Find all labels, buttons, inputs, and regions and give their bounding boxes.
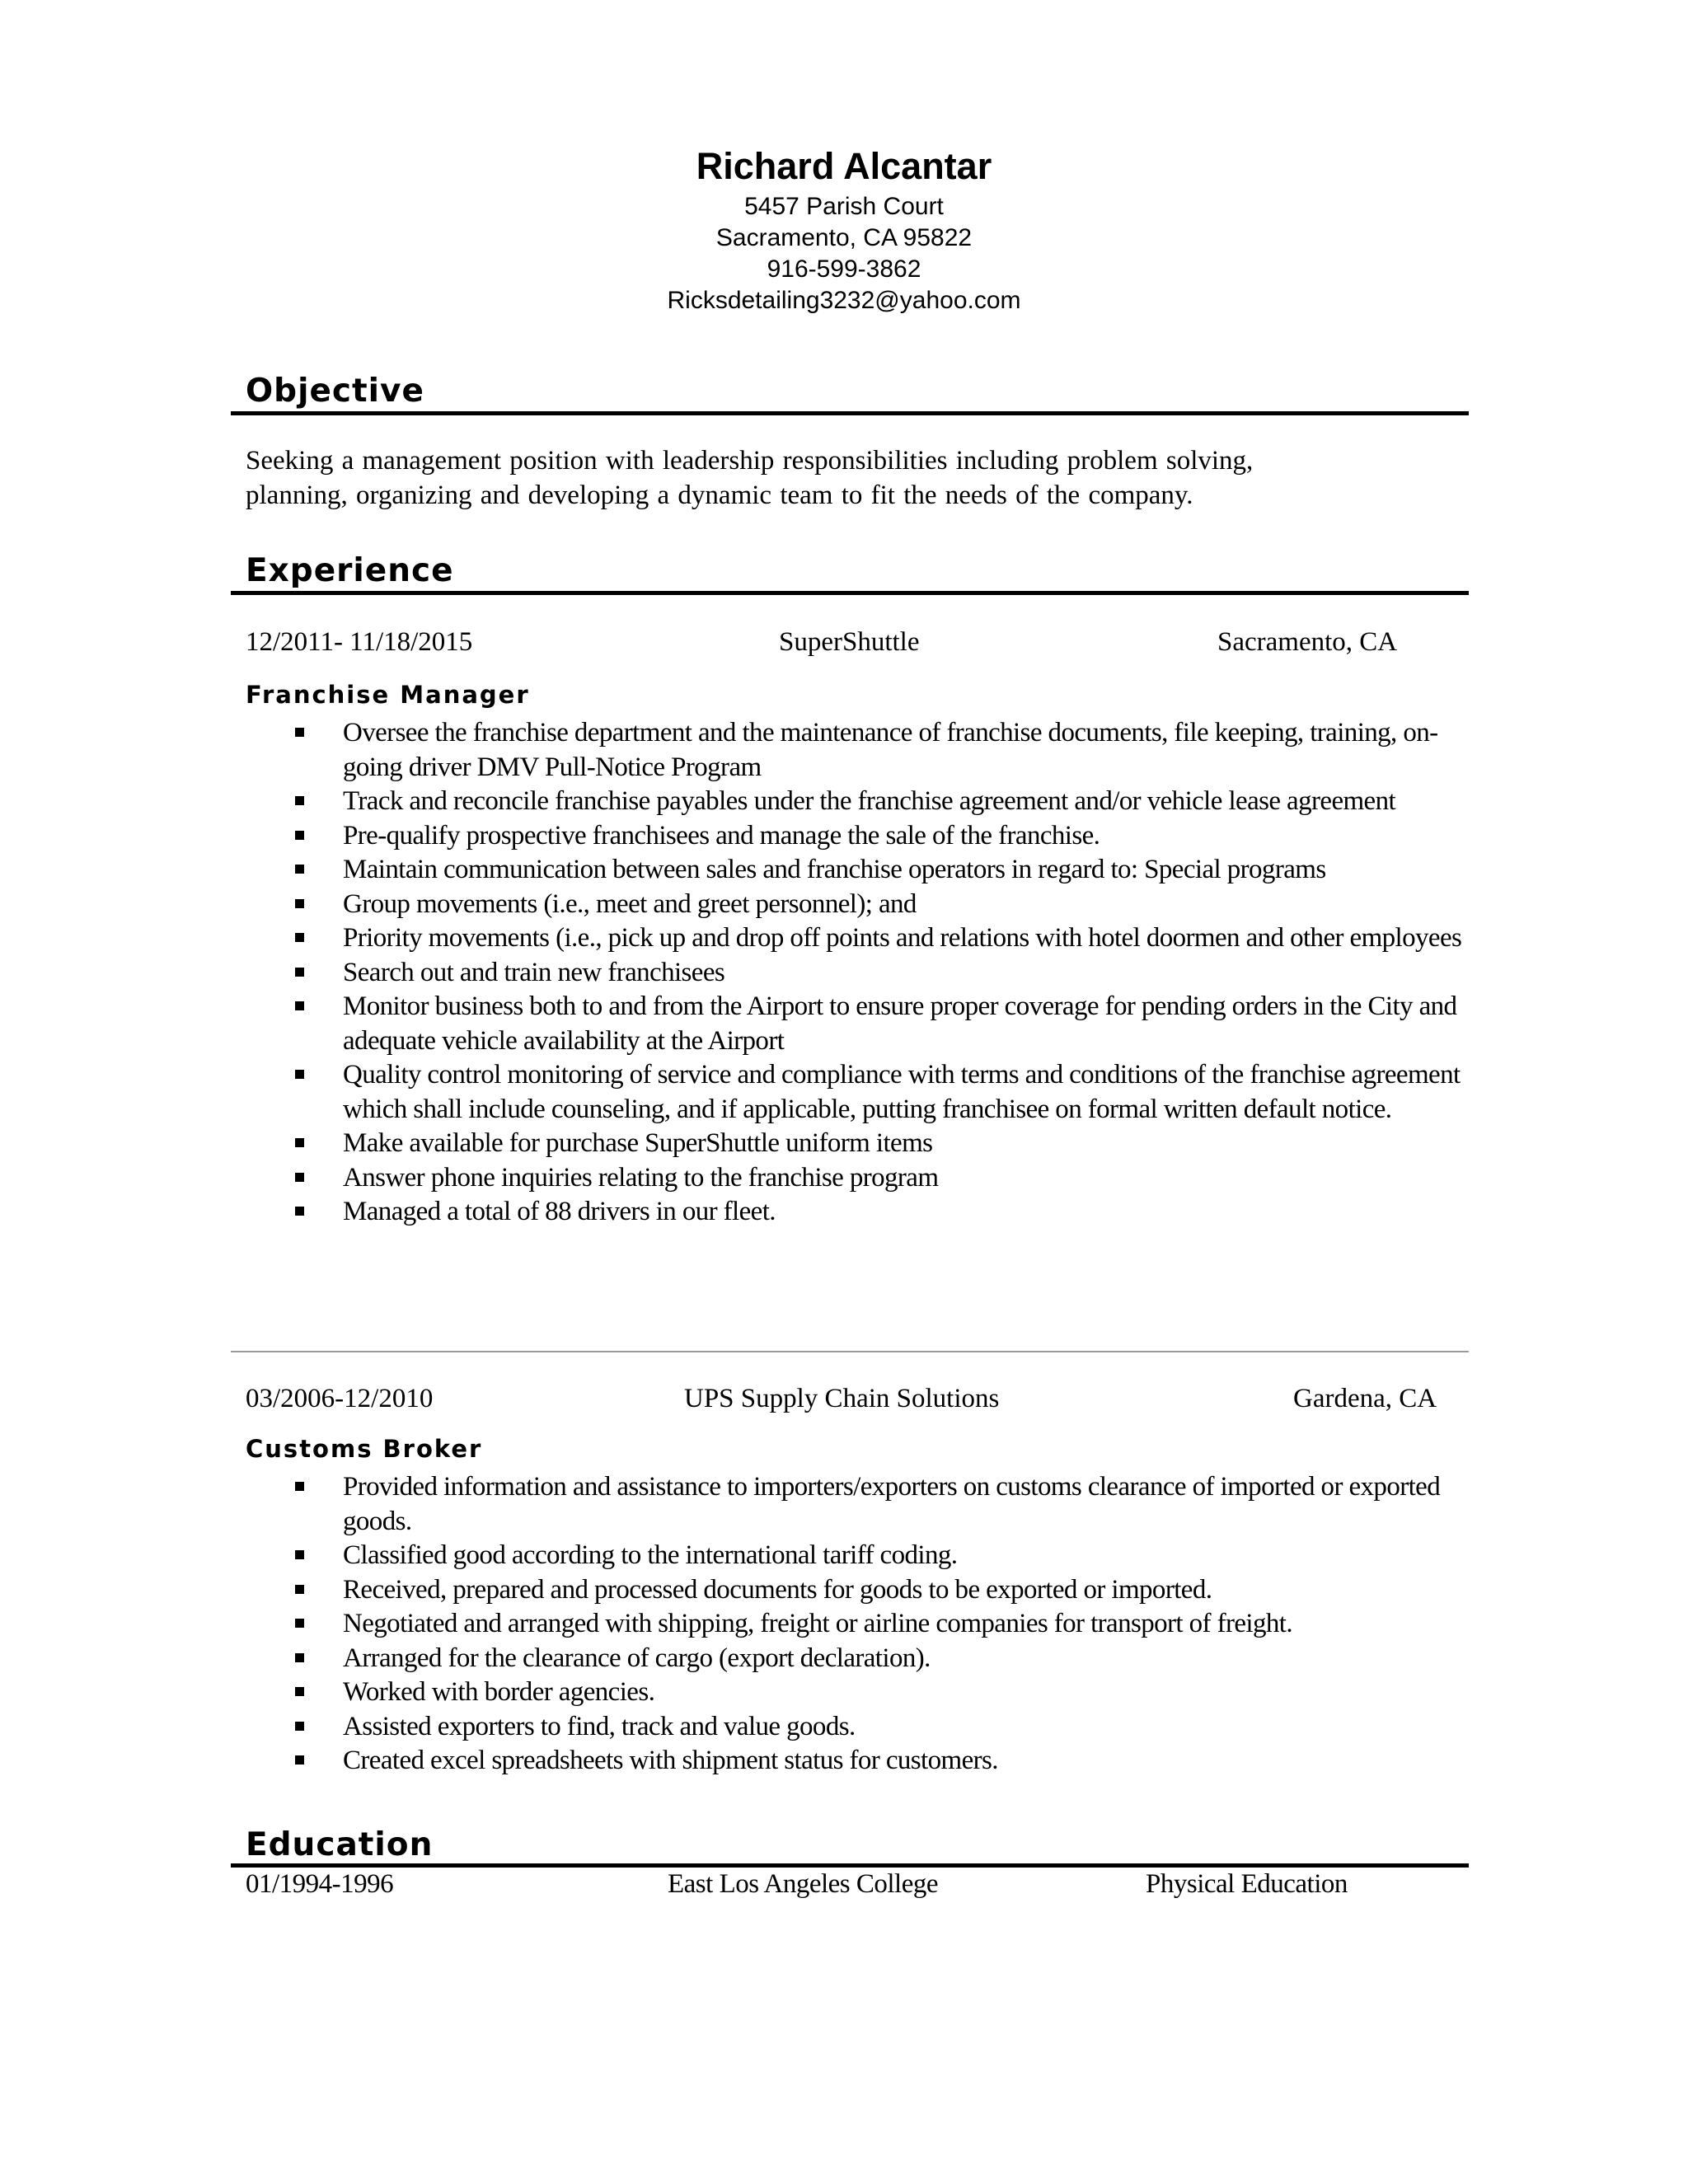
bullet-square-icon <box>295 1001 304 1010</box>
bullet-square-icon <box>295 1722 304 1731</box>
bullet-square-icon <box>295 865 304 874</box>
education-heading: Education <box>246 1826 434 1863</box>
bullet-square-icon <box>295 899 304 908</box>
list-item: Managed a total of 88 drivers in our fleet. <box>0 1195 1688 1230</box>
bullet-square-icon <box>295 1482 304 1491</box>
objective-rule <box>231 411 1469 415</box>
bullet-square-icon <box>295 933 304 942</box>
job-2-location: Gardena, CA <box>1293 1384 1437 1413</box>
job-2-dates: 03/2006-12/2010 <box>246 1384 434 1413</box>
bullet-square-icon <box>295 1619 304 1628</box>
city-state-zip: Sacramento, CA 95822 <box>715 224 973 251</box>
list-item: Pre-qualify prospective franchisees and manage the sale of the franchise. <box>0 819 1688 854</box>
bullet-square-icon <box>295 1070 304 1079</box>
list-item: Maintain communication between sales and franchise operators in regard to: Special programs <box>0 853 1688 888</box>
list-item: Search out and train new franchisees <box>0 956 1688 991</box>
bullet-square-icon <box>295 1755 304 1765</box>
bullet-square-icon <box>295 1173 304 1182</box>
list-item: Answer phone inquiries relating to the franchise program <box>0 1161 1688 1196</box>
job-separator-rule <box>231 1351 1469 1352</box>
education-school: East Los Angeles College <box>668 1869 939 1899</box>
list-item: Monitor business both to and from the Airport to ensure proper coverage for pending orders in the City and adequate vehicle availability at the Airport <box>0 990 1688 1058</box>
bullet-square-icon <box>295 1550 304 1559</box>
list-item: Oversee the franchise department and the maintenance of franchise documents, file keeping, training, on-going driver DMV Pull-Notice Program <box>0 716 1688 785</box>
experience-heading: Experience <box>246 552 454 589</box>
education-row <box>246 1867 1457 1901</box>
objective-line-1: Seeking a management position with leadership responsibilities including problem solving, <box>246 446 1254 476</box>
list-item: Group movements (i.e., meet and greet personnel); and <box>0 888 1688 922</box>
email-address: Ricksdetailing3232@yahoo.com <box>667 287 1021 314</box>
bullet-square-icon <box>295 1138 304 1147</box>
list-item: Priority movements (i.e., pick up and drop off points and relations with hotel doormen and other employees <box>0 921 1688 956</box>
list-item: Track and reconcile franchise payables under the franchise agreement and/or vehicle lease agreement <box>0 785 1688 819</box>
job-1-company: SuperShuttle <box>779 627 920 657</box>
list-item: Arranged for the clearance of cargo (export declaration). <box>0 1642 1688 1676</box>
list-item: Worked with border agencies. <box>0 1675 1688 1710</box>
contact-header <box>0 142 1688 316</box>
list-item: Created excel spreadsheets with shipment status for customers. <box>0 1744 1688 1779</box>
job-1-header <box>246 625 1457 659</box>
objective-heading: Objective <box>246 373 424 410</box>
bullet-square-icon <box>295 1687 304 1696</box>
list-item: Provided information and assistance to importers/exporters on customs clearance of imported or exported goods. <box>0 1470 1688 1539</box>
list-item: Quality control monitoring of service and compliance with terms and conditions of the franchise agreement which shall include counseling, and if applicable, putting franchisee on formal written default notice. <box>0 1058 1688 1127</box>
job-1-dates: 12/2011- 11/18/2015 <box>246 627 473 657</box>
job-2-bullet-list <box>0 1470 1688 1779</box>
bullet-square-icon <box>295 831 304 840</box>
bullet-square-icon <box>295 1585 304 1594</box>
phone-number: 916-599-3862 <box>767 255 921 283</box>
job-2-role: Customs Broker <box>246 1435 483 1463</box>
bullet-square-icon <box>295 968 304 977</box>
list-item: Received, prepared and processed documents for goods to be exported or imported. <box>0 1573 1688 1608</box>
list-item: Negotiated and arranged with shipping, freight or airline companies for transport of freight. <box>0 1607 1688 1642</box>
list-item: Make available for purchase SuperShuttle uniform items <box>0 1127 1688 1161</box>
job-2-header <box>246 1381 1457 1416</box>
list-item: Classified good according to the international tariff coding. <box>0 1539 1688 1573</box>
job-2-company: UPS Supply Chain Solutions <box>684 1384 1000 1413</box>
street-address: 5457 Parish Court <box>744 193 944 220</box>
objective-line-2: planning, organizing and developing a dynamic team to fit the needs of the company. <box>246 480 1193 510</box>
experience-rule <box>231 591 1469 595</box>
bullet-square-icon <box>295 1207 304 1216</box>
job-1-location: Sacramento, CA <box>1217 627 1398 657</box>
bullet-square-icon <box>295 728 304 737</box>
list-item: Assisted exporters to find, track and value goods. <box>0 1710 1688 1745</box>
objective-text <box>246 443 1449 513</box>
job-1-bullet-list <box>0 716 1688 1230</box>
education-field: Physical Education <box>1146 1869 1348 1899</box>
bullet-square-icon <box>295 1653 304 1662</box>
candidate-name: Richard Alcantar <box>696 145 992 187</box>
bullet-square-icon <box>295 796 304 805</box>
education-dates: 01/1994-1996 <box>246 1869 394 1899</box>
job-1-role: Franchise Manager <box>246 681 530 709</box>
